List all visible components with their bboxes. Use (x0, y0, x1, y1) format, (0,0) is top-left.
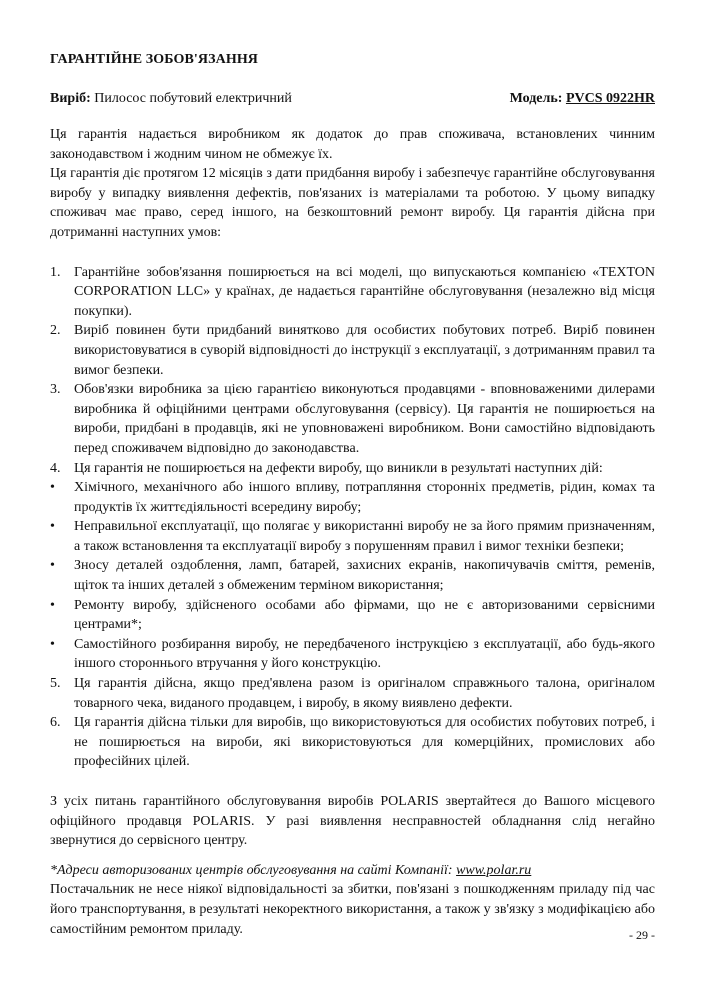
list-item: 2. Виріб повинен бути придбаний винятково для особистих побутових потреб. Виріб повинен використовуватися в суворій відповідності до інструкції з експлуатації, з дотриманням правил та вимог безпеки. (50, 323, 655, 378)
list-item: • Хімічного, механічного або іншого впливу, потрапляння сторонніх предметів, рідин, комах та продуктів їх життєдіяльності всередину виробу; (50, 480, 655, 515)
list-item: 3. Обов'язки виробника за цією гарантією виконуються продавцями - вповноваженими дилерами виробника й офіційними центрами обслуговування (сервісу). Ця гарантія не поширюється на вироби, придбані в продавців, які не уповноважені виробником. Вони самостійно відповідають перед споживачем відповідно до законодавства. (50, 382, 655, 456)
list-item: • Самостійного розбирання виробу, не передбаченого інструкцією з експлуатації, або будь-якого іншого стороннього втручання у його конструкцію. (50, 636, 655, 672)
product-label: Виріб: (50, 91, 91, 106)
list-item: 5. Ця гарантія дійсна, якщо пред'явлена разом із оригіналом справжнього талона, оригіналом товарного чека, виданого продавцем, і виробу, в якому виявлено дефекти. (50, 676, 655, 711)
page-number: - 29 - (629, 928, 655, 942)
list-item: 6. Ця гарантія дійсна тільки для виробів, що використовуються для особистих побутових потреб, і не поширюється на вироби, які використовуються для комерційних, промислових або професійних цілей. (50, 715, 655, 770)
model-label: Модель: (509, 91, 563, 106)
closing-paragraph: З усіх питань гарантійного обслуговування виробів POLARIS звертайтеся до Вашого місцевого офіційного продавця POLARIS. У разі виявлення несправностей обладнання слід негайно звернутися до сервісного центру. (50, 794, 655, 849)
service-centers-note (50, 861, 655, 881)
product-value: Пилосос побутовий електричний (94, 91, 292, 106)
warranty-body (50, 125, 655, 939)
page-title: ГАРАНТІЙНЕ ЗОБОВ'ЯЗАННЯ (50, 52, 259, 67)
product-row (50, 91, 655, 107)
list-item: 4. Ця гарантія не поширюється на дефекти виробу, що виникли в результаті наступних дій: (50, 460, 603, 476)
intro-paragraph-1: Ця гарантія надається виробником як додаток до прав споживача, встановлених чинним законодавством і жодним чином не обмежує їх. (50, 127, 655, 162)
note-text: *Адреси авторизованих центрів обслуговування на сайті Компанії: (50, 862, 457, 878)
model-value: PVCS 0922HR (565, 91, 655, 106)
supplier-paragraph: Постачальник не несе ніякої відповідальності за збитки, пов'язані з пошкодженням приладу під час його транспортування, в результаті некоректного використання, а також у зв'язку з модифікацією або самостійним ремонтом приладу. (50, 882, 655, 937)
conditions-list (50, 263, 655, 772)
website-link[interactable]: www.polar.ru (456, 862, 532, 878)
list-item: • Неправильної експлуатації, що полягає у використанні виробу не за його прямим призначенням, а також встановлення та експлуатації виробу з порушенням правил і вимог техніки безпеки; (50, 519, 655, 554)
list-item: • Ремонту виробу, здійсненого особами або фірмами, що не є авторизованими сервісними центрами*; (50, 597, 655, 633)
product-info (50, 91, 292, 107)
list-item: • Зносу деталей оздоблення, ламп, батарей, захисних екранів, накопичувачів сміття, ременів, щіток та інших деталей з обмеженим терміном використання; (50, 558, 655, 594)
intro-paragraph-2: Ця гарантія діє протягом 12 місяців з дати придбання виробу і забезпечує гарантійне обслуговування виробу у випадку виявлення дефектів, пов'язаних із матеріалами та роботою. У цьому випадку споживач має право, серед іншого, на безкоштовний ремонт виробу. Ця гарантія дійсна при дотриманні наступних умов: (50, 166, 655, 240)
list-item: 1. Гарантійне зобов'язання поширюється на всі моделі, що випускаються компанією «TEXTON CORPORATION LLC» у країнах, де надається гарантійне обслуговування (незалежно від місця покупки). (50, 264, 655, 319)
model-info (510, 91, 655, 107)
